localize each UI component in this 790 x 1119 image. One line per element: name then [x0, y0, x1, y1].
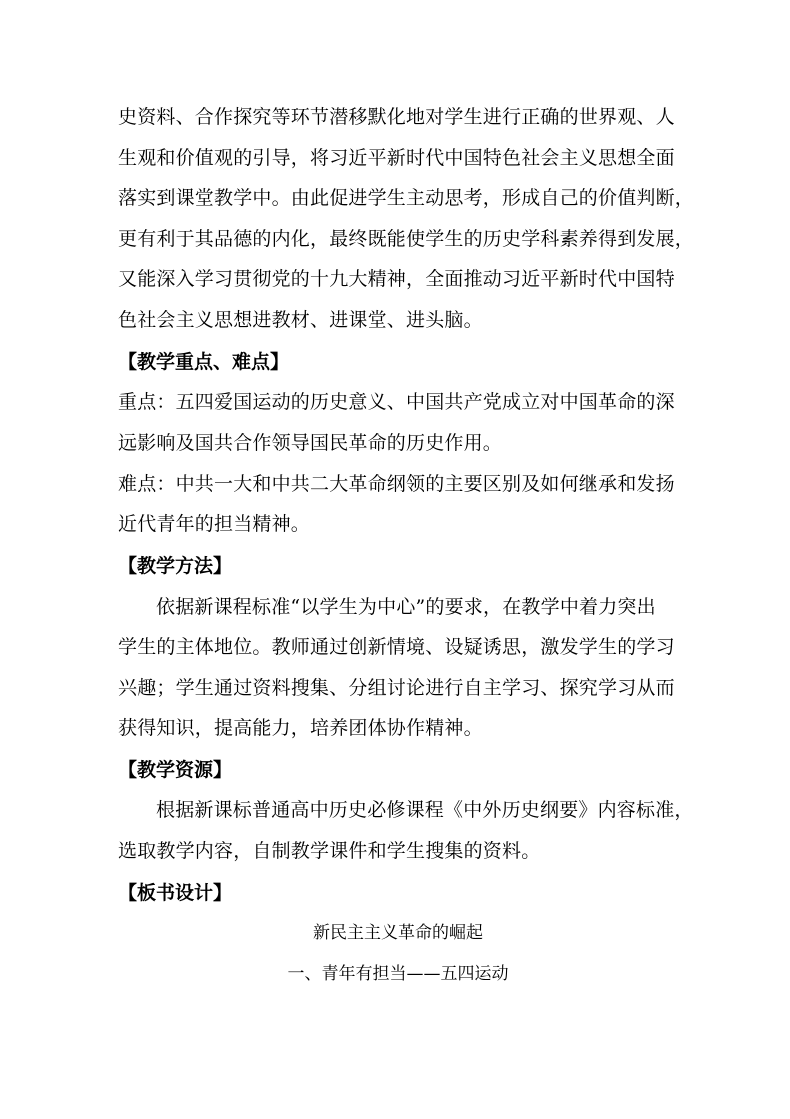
- key-point-line-2: 远影响及国共合作领导国民革命的历史作用。: [118, 432, 503, 454]
- heading-methods: 【教学方法】: [118, 555, 233, 577]
- difficulty-line-1: 难点：中共一大和中共二大革命纲领的主要区别及如何继承和发扬: [118, 473, 675, 495]
- methods-line-4: 获得知识，提高能力，培养团体协作精神。: [118, 717, 483, 739]
- intro-line-6: 色社会主义思想进教材、进课堂、进头脑。: [118, 309, 483, 331]
- heading-resources: 【教学资源】: [118, 759, 233, 781]
- methods-line-3: 兴趣；学生通过资料搜集、分组讨论进行自主学习、探究学习从而: [118, 677, 675, 699]
- heading-board: 【板书设计】: [118, 882, 233, 904]
- board-title: 新民主主义革命的崛起: [313, 923, 483, 943]
- intro-line-1: 史资料、合作探究等环节潜移默化地对学生进行正确的世界观、人: [118, 106, 675, 128]
- methods-line-2: 学生的主体地位。教师通过创新情境、设疑诱思，激发学生的学习: [118, 636, 675, 658]
- board-subtitle: 一、青年有担当——五四运动: [287, 964, 509, 984]
- resources-line-2: 选取教学内容，自制教学课件和学生搜集的资料。: [118, 840, 541, 862]
- methods-line-1: 依据新课程标准“以学生为中心”的要求，在教学中着力突出: [156, 596, 656, 618]
- intro-line-2: 生观和价值观的引导，将习近平新时代中国特色社会主义思想全面: [118, 147, 675, 169]
- intro-line-4: 更有利于其品德的内化，最终既能使学生的历史学科素养得到发展，: [118, 228, 695, 250]
- intro-line-3: 落实到课堂教学中。由此促进学生主动思考，形成自己的价值判断，: [118, 187, 695, 209]
- intro-line-5: 又能深入学习贯彻党的十九大精神，全面推动习近平新时代中国特: [118, 268, 675, 290]
- difficulty-line-2: 近代青年的担当精神。: [118, 513, 311, 535]
- heading-key-points: 【教学重点、难点】: [118, 351, 290, 373]
- resources-line-1: 根据新课标普通高中历史必修课程《中外历史纲要》内容标准，: [156, 799, 694, 821]
- key-point-line-1: 重点：五四爱国运动的历史意义、中国共产党成立对中国革命的深: [118, 391, 675, 413]
